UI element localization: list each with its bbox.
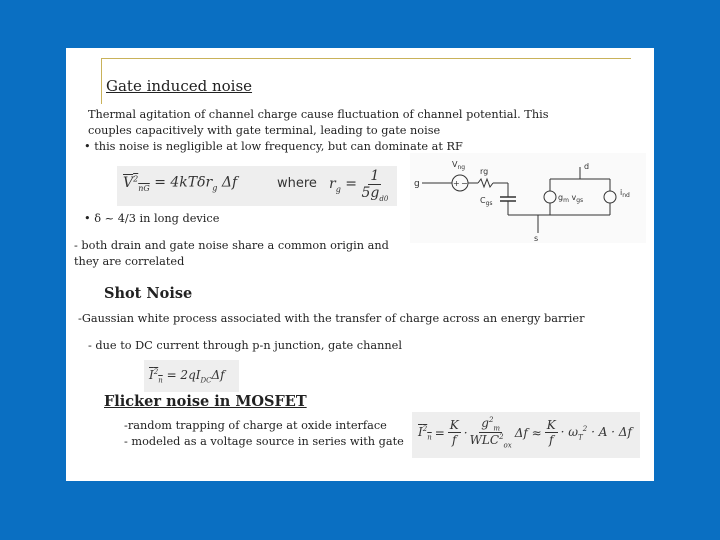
node-g-label: g xyxy=(414,179,420,189)
bullet-delta: • δ ~ 4/3 in long device xyxy=(84,212,220,225)
v-ng-label: $V_{ng}$ xyxy=(452,160,466,171)
node-d-label: d xyxy=(584,162,590,171)
gate-noise-equation: $V^2_{nG} = 4kT\delta r_g$ Δf where $r_g$ = $\frac{1}{5g_{d0}}$ xyxy=(117,166,397,206)
drain-noise-source-icon xyxy=(604,191,616,203)
noise-circuit xyxy=(410,153,646,243)
flicker-noise-equation: $I^2_n$ = $\frac{K}{f}$ · $g^2_m$ $WLC^2_{ox}$ Δf ≈ $\frac{K}{f}$ · $\omega_T^2 \cdot A \cdot \Delta f$ xyxy=(412,412,640,458)
shot-noise-heading: Shot Noise xyxy=(104,285,193,302)
gm-vgs-label: $g_m$ $v_{gs}$ xyxy=(558,193,584,204)
bullet-rf: • this noise is negligible at low frequency, but can dominate at RF xyxy=(84,140,463,153)
rg-denominator: 5g xyxy=(361,185,380,201)
rg-equation: $r_g$ = $\frac{1}{5g_{d0}}$ xyxy=(329,168,389,203)
shot-line-2: - due to DC current through p-n junction, gate channel xyxy=(88,339,402,352)
flicker-line-1: -random trapping of charge at oxide interface xyxy=(124,419,387,432)
correlation-note: - both drain and gate noise share a common origin and they are correlated xyxy=(74,239,389,268)
gm-source-icon xyxy=(544,191,556,203)
shot-line-1: -Gaussian white process associated with the transfer of charge across an energy barrier xyxy=(78,312,585,325)
where-label: where xyxy=(277,176,317,191)
gate-noise-v: $V^2_{nG}$ xyxy=(123,174,150,193)
rg-numerator: 1 xyxy=(370,168,380,184)
slide-title: Gate induced noise xyxy=(106,77,253,95)
intro-paragraph: Thermal agitation of channel charge cause fluctuation of channel potential. This couples capacitively with gate terminal, leading to gate noise xyxy=(88,108,549,137)
shot-noise-equation: $I^2_n = 2qI_{DC}\Delta f$ xyxy=(144,360,239,392)
gate-noise-df: Δf xyxy=(221,174,238,191)
gate-noise-rhs: = 4kTδr xyxy=(154,174,213,191)
flicker-line-2: - modeled as a voltage source in series with gate xyxy=(124,435,404,448)
flicker-heading: Flicker noise in MOSFET xyxy=(104,393,307,410)
slide xyxy=(66,48,654,481)
node-s-label: s xyxy=(534,234,539,243)
source-minus: − xyxy=(461,179,468,188)
source-plus: + xyxy=(453,179,460,188)
cgs-label: $C_{gs}$ xyxy=(480,196,493,207)
title-rule xyxy=(101,58,631,59)
rg-label: rg xyxy=(480,167,489,176)
title-vertical-rule xyxy=(101,58,102,104)
ind-label: $i_{nd}$ xyxy=(620,188,630,199)
